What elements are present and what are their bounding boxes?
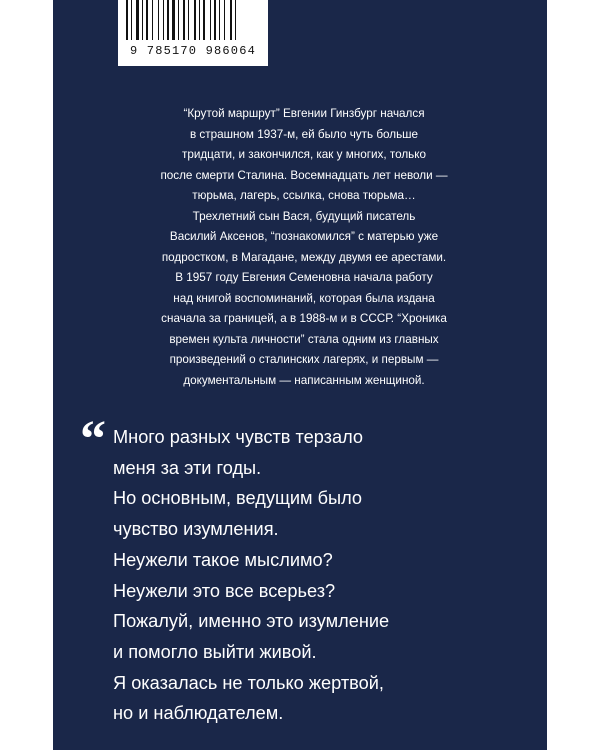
barcode-bar [152, 0, 153, 40]
blurb-line: в страшном 1937-м, ей было чуть больше [189, 127, 419, 141]
blurb-line: В 1957 году Евгения Семеновна начала работу [175, 271, 433, 284]
pull-quote [113, 422, 389, 729]
blurb-line: тридцати, и закончился, как у многих, только [181, 148, 426, 161]
barcode-bar [203, 0, 205, 40]
quote-line: чувство изумления. [113, 519, 279, 540]
blurb-line: документальным — написанным женщиной. [183, 373, 425, 387]
barcode-bar [136, 0, 139, 40]
quote-line: Я оказалась не только жертвой, [113, 672, 384, 693]
barcode-bar [142, 0, 143, 40]
barcode-bar [131, 0, 132, 40]
barcode-bar [194, 0, 196, 40]
barcode-bar [230, 0, 232, 40]
barcode-bar [235, 0, 236, 40]
barcode-bar [146, 0, 148, 40]
quote-line: Неужели это все всерьез? [113, 580, 336, 601]
barcode-bar [219, 0, 220, 40]
blurb-line: сначала за границей, а в 1988-м и в СССР. “Хроника [161, 312, 447, 325]
barcode-bar [199, 0, 200, 40]
barcode [118, 0, 268, 66]
blurb-line: над книгой воспоминаний, которая была издана [173, 291, 435, 305]
barcode-bar [224, 0, 225, 40]
blurb-line: Василий Аксенов, “познакомился” с матерью уже [169, 230, 439, 243]
barcode-bars [126, 0, 260, 40]
blurb-line: Трехлетний сын Вася, будущий писатель [192, 209, 416, 223]
blurb-line: тюрьма, лагерь, ссылка, снова тюрьма… [192, 189, 416, 202]
blurb-line: времен культа личности” стала одним из главных [169, 332, 439, 346]
blurb-text [116, 104, 492, 391]
blurb-line: произведений о сталинских лагерях, и первым — [169, 353, 439, 366]
barcode-bar [163, 0, 164, 40]
barcode-bar [214, 0, 216, 40]
book-back-cover [53, 0, 547, 750]
barcode-bar [172, 0, 175, 40]
barcode-bar [158, 0, 159, 40]
blurb-line: “Крутой маршрут” Евгении Гинзбург начался [183, 107, 425, 120]
quote-line: Много разных чувств терзало [113, 427, 364, 447]
quote-line: Неужели такое мыслимо? [113, 549, 333, 570]
quote-line: Пожалуй, именно это изумление [113, 611, 390, 632]
quote-line: но и наблюдателем. [113, 703, 284, 724]
barcode-bar [167, 0, 169, 40]
barcode-bar [210, 0, 211, 40]
blurb-line: после смерти Сталина. Восемнадцать лет неволи — [160, 168, 448, 182]
barcode-bar [188, 0, 189, 40]
barcode-number: 9 785170 986064 [129, 44, 257, 58]
barcode-bar [126, 0, 128, 40]
barcode-bar [183, 0, 185, 40]
barcode-bar [178, 0, 179, 40]
blurb-line: подростком, в Магадане, между двумя ее арестами. [161, 250, 447, 264]
quote-mark-icon: “ [80, 411, 106, 468]
quote-line: меня за эти годы. [113, 457, 262, 478]
quote-line: и помогло выйти живой. [113, 641, 317, 662]
quote-line: Но основным, ведущим было [113, 488, 363, 509]
